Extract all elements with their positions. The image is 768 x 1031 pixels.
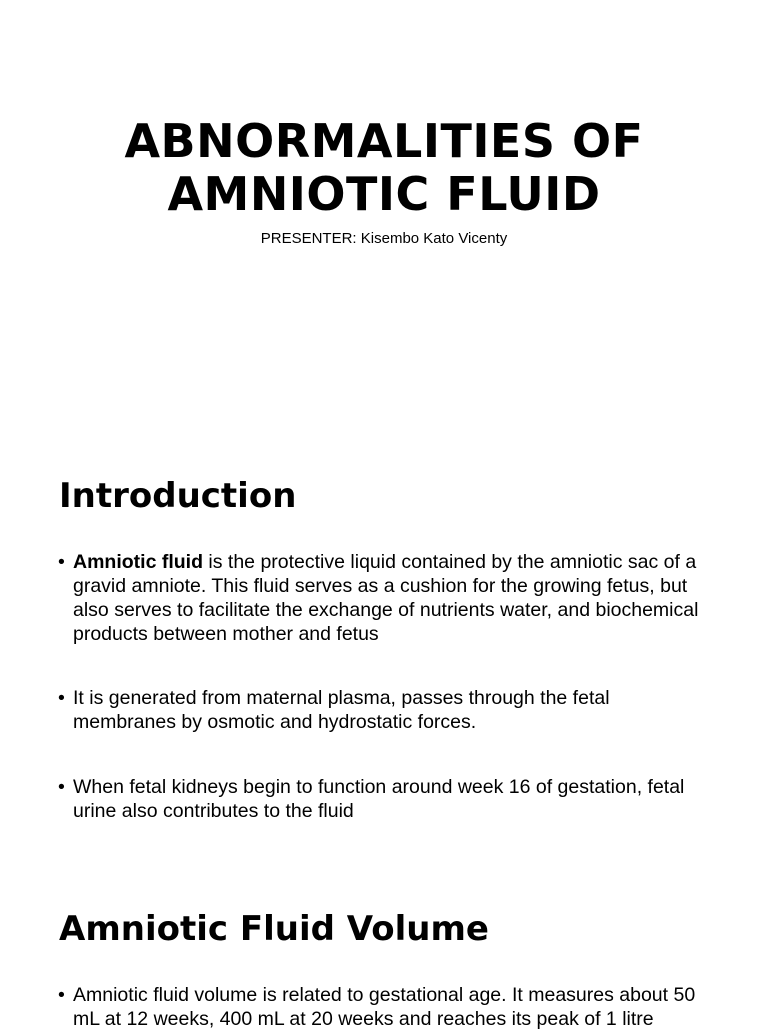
introduction-bullet-list: [58, 550, 708, 646]
intro-bullet-1: [58, 550, 708, 646]
bullet-icon: •: [58, 687, 65, 709]
introduction-bullet-list-2: [58, 686, 708, 734]
title-line-2: AMNIOTIC FLUID: [167, 167, 601, 221]
volume-bullet-1-text: Amniotic fluid volume is related to gestational age. It measures about 50 mL at 12 weeks, 400 mL at 20 weeks and reaches its peak of 1 litre: [73, 984, 696, 1030]
intro-bullet-1-text: is the protective liquid contained by the amniotic sac of a gravid amniote. This fluid serves as a cushion for the growing fetus, but also serves to facilitate the exchange of nutrients water, and biochemical products between mother and fetus: [73, 551, 699, 645]
introduction-bullet-list-3: [58, 775, 708, 823]
bullet-icon: •: [58, 551, 65, 573]
intro-bullet-3: [58, 775, 708, 823]
intro-bullet-2: [58, 686, 708, 734]
introduction-heading: Introduction: [59, 476, 297, 516]
intro-bullet-1-bold: Amniotic fluid: [73, 551, 203, 573]
presenter-name: PRESENTER: Kisembo Kato Vicenty: [260, 230, 508, 247]
intro-bullet-2-text: It is generated from maternal plasma, passes through the fetal membranes by osmotic and hydrostatic forces.: [73, 687, 610, 733]
bullet-icon: •: [58, 776, 65, 798]
intro-bullet-3-text: When fetal kidneys begin to function around week 16 of gestation, fetal urine also contributes to the fluid: [73, 776, 685, 822]
volume-heading: Amniotic Fluid Volume: [59, 909, 489, 949]
title-line-1: ABNORMALITIES OF: [124, 114, 644, 168]
bullet-icon: •: [58, 984, 65, 1006]
